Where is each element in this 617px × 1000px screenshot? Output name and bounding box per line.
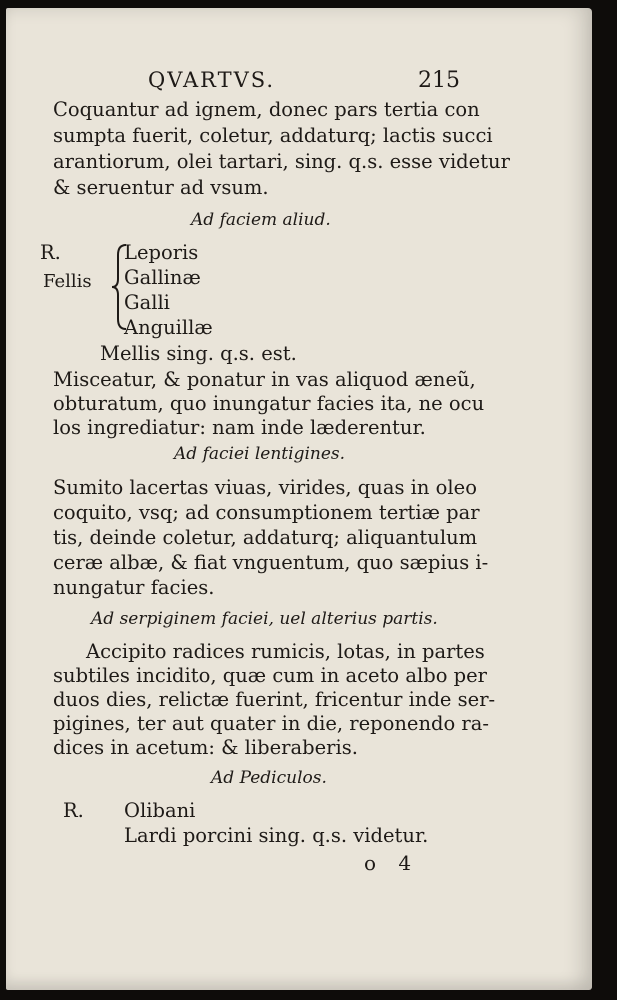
section-heading: Ad serpiginem faciei, uel alterius partis. — [91, 609, 438, 629]
recipe-item: Olibani — [124, 799, 196, 822]
recipe-quantity: Mellis sing. q.s. est. — [100, 342, 297, 365]
recipe-item: Lardi porcini sing. q.s. videtur. — [124, 824, 429, 847]
recipe-symbol: R. — [40, 241, 61, 264]
text-line: ceræ albæ, & fiat vnguentum, quo sæpius i- — [53, 551, 489, 574]
page-number: 215 — [418, 68, 460, 93]
recipe-symbol: R. — [63, 799, 84, 822]
book-page — [6, 8, 592, 990]
text-line: nungatur facies. — [53, 576, 215, 599]
recipe-label: Fellis — [43, 271, 92, 292]
text-line: duos dies, relictæ fuerint, fricentur inde ser- — [53, 688, 496, 711]
text-line: los ingrediatur: nam inde læderentur. — [53, 416, 426, 439]
section-heading: Ad faciei lentigines. — [174, 444, 346, 464]
text-line: Sumito lacertas viuas, virides, quas in oleo — [53, 476, 477, 499]
text-line: & seruentur ad vsum. — [53, 176, 269, 199]
recipe-item: Gallinæ — [124, 266, 201, 289]
text-line: subtiles incidito, quæ cum in aceto albo per — [53, 664, 487, 687]
text-line: coquito, vsq; ad consumptionem tertiæ par — [53, 501, 480, 524]
recipe-item: Galli — [124, 291, 170, 314]
text-line: sumpta fuerit, coletur, addaturq; lactis succi — [53, 124, 493, 147]
text-line: Coquantur ad ignem, donec pars tertia con — [53, 98, 480, 121]
section-heading: Ad faciem aliud. — [191, 210, 331, 230]
text-line: tis, deinde coletur, addaturq; aliquantulum — [53, 526, 478, 549]
text-line: pigines, ter aut quater in die, reponendo ra- — [53, 712, 489, 735]
running-head: QVARTVS. — [148, 68, 276, 92]
text-line: Accipito radices rumicis, lotas, in partes — [86, 640, 485, 663]
text-line: Misceatur, & ponatur in vas aliquod æneũ, — [53, 368, 476, 391]
recipe-item: Anguillæ — [124, 316, 213, 339]
text-line: obturatum, quo inungatur facies ita, ne ocu — [53, 392, 485, 415]
signature-mark: o 4 — [364, 851, 420, 875]
recipe-item: Leporis — [124, 241, 199, 264]
text-line: dices in acetum: & liberaberis. — [53, 736, 358, 759]
text-line: arantiorum, olei tartari, sing. q.s. esse videtur — [53, 150, 510, 173]
section-heading: Ad Pediculos. — [211, 768, 327, 788]
